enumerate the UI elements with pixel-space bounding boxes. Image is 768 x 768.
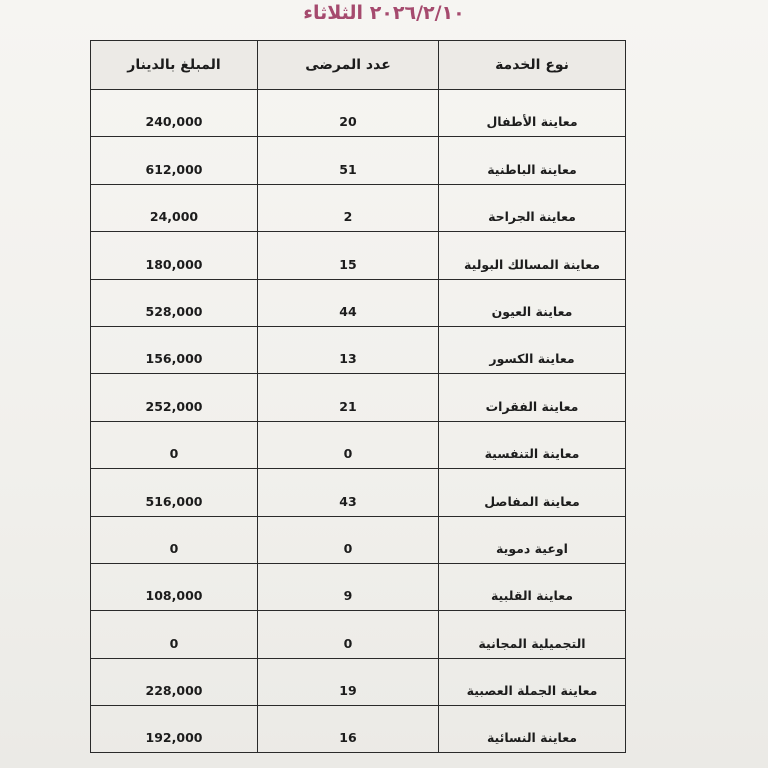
- service-cell: معاينة الجراحة: [439, 184, 626, 231]
- table-row: [91, 611, 626, 658]
- table-row: [91, 90, 626, 137]
- column-header-service: نوع الخدمة: [439, 41, 626, 90]
- report-date: ٢٠٢٦/٢/١٠ الثلاثاء: [303, 2, 465, 24]
- patients-cell: 43: [258, 469, 439, 516]
- amount-cell: 156,000: [91, 326, 258, 373]
- column-header-patients: عدد المرضى: [258, 41, 439, 90]
- table-row: [91, 326, 626, 373]
- report-table-container: [90, 40, 625, 753]
- service-cell: معاينة التنفسية: [439, 421, 626, 468]
- service-cell: اوعية دموية: [439, 516, 626, 563]
- amount-cell: 180,000: [91, 232, 258, 279]
- service-cell: معاينة القلبية: [439, 563, 626, 610]
- table-row: [91, 232, 626, 279]
- table-row: [91, 706, 626, 753]
- patients-cell: 13: [258, 326, 439, 373]
- patients-cell: 15: [258, 232, 439, 279]
- patients-cell: 2: [258, 184, 439, 231]
- patients-cell: 20: [258, 90, 439, 137]
- patients-cell: 9: [258, 563, 439, 610]
- patients-cell: 21: [258, 374, 439, 421]
- service-cell: التجميلية المجانية: [439, 611, 626, 658]
- table-row: [91, 374, 626, 421]
- services-table: [90, 40, 626, 753]
- service-cell: معاينة العيون: [439, 279, 626, 326]
- column-header-amount: المبلغ بالدينار: [91, 41, 258, 90]
- amount-cell: 0: [91, 421, 258, 468]
- amount-cell: 240,000: [91, 90, 258, 137]
- table-header-row: [91, 41, 626, 90]
- service-cell: معاينة الجملة العصبية: [439, 658, 626, 705]
- patients-cell: 0: [258, 516, 439, 563]
- patients-cell: 19: [258, 658, 439, 705]
- amount-cell: 0: [91, 611, 258, 658]
- service-cell: معاينة النسائية: [439, 706, 626, 753]
- service-cell: معاينة المسالك البولية: [439, 232, 626, 279]
- table-row: [91, 469, 626, 516]
- service-cell: معاينة الباطنية: [439, 137, 626, 184]
- service-cell: معاينة الأطفال: [439, 90, 626, 137]
- patients-cell: 0: [258, 611, 439, 658]
- amount-cell: 0: [91, 516, 258, 563]
- amount-cell: 528,000: [91, 279, 258, 326]
- table-row: [91, 563, 626, 610]
- patients-cell: 44: [258, 279, 439, 326]
- amount-cell: 24,000: [91, 184, 258, 231]
- table-row: [91, 279, 626, 326]
- amount-cell: 108,000: [91, 563, 258, 610]
- service-cell: معاينة المفاصل: [439, 469, 626, 516]
- table-row: [91, 658, 626, 705]
- amount-cell: 252,000: [91, 374, 258, 421]
- amount-cell: 228,000: [91, 658, 258, 705]
- table-row: [91, 137, 626, 184]
- table-row: [91, 184, 626, 231]
- amount-cell: 612,000: [91, 137, 258, 184]
- service-cell: معاينة الفقرات: [439, 374, 626, 421]
- patients-cell: 16: [258, 706, 439, 753]
- amount-cell: 516,000: [91, 469, 258, 516]
- table-row: [91, 516, 626, 563]
- patients-cell: 0: [258, 421, 439, 468]
- amount-cell: 192,000: [91, 706, 258, 753]
- service-cell: معاينة الكسور: [439, 326, 626, 373]
- table-row: [91, 421, 626, 468]
- patients-cell: 51: [258, 137, 439, 184]
